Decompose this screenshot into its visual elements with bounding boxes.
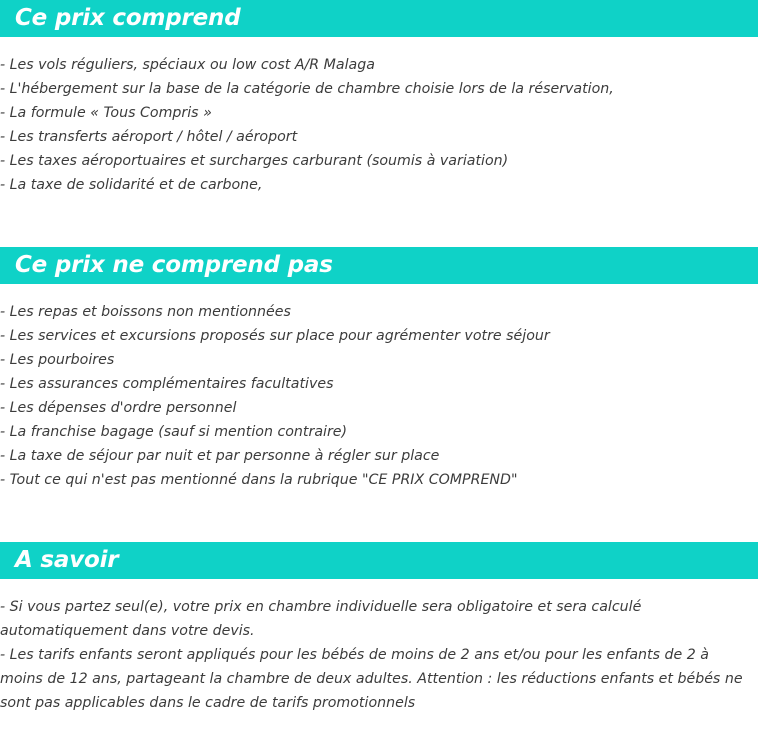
list-item: - La franchise bagage (sauf si mention contraire) [0, 424, 348, 440]
info-paragraph: - Si vous partez seul(e), votre prix en chambre individuelle sera obligatoire et sera calculé automatiquement dans votre devis. [0, 599, 642, 639]
list-item: - Les pourboires [0, 352, 115, 368]
included-list [0, 53, 758, 197]
section-title-included: Ce prix comprend [15, 5, 241, 31]
list-item: - Les repas et boissons non mentionnées [0, 304, 291, 320]
section-title-good-to-know: A savoir [15, 547, 119, 573]
info-paragraph: - Les tarifs enfants seront appliqués pour les bébés de moins de 2 ans et/ou pour les enfants de 2 à moins de 12 ans, partageant la chambre de deux adultes. Attention : les réductions enfants et bébés ne sont pas applicables dans le cadre de tarifs promotionnels [0, 647, 743, 711]
section-header-included [0, 0, 758, 37]
list-item: - La formule « Tous Compris » [0, 105, 212, 121]
list-item: - Les taxes aéroportuaires et surcharges carburant (soumis à variation) [0, 153, 509, 169]
list-item: - La taxe de séjour par nuit et par personne à régler sur place [0, 448, 440, 464]
list-item: - Les dépenses d'ordre personnel [0, 400, 237, 416]
list-item: - L'hébergement sur la base de la catégorie de chambre choisie lors de la réservation, [0, 81, 614, 97]
section-title-not-included: Ce prix ne comprend pas [15, 252, 333, 278]
list-item: - Les assurances complémentaires facultatives [0, 376, 334, 392]
section-header-good-to-know [0, 542, 758, 579]
list-item: - La taxe de solidarité et de carbone, [0, 177, 263, 193]
list-item: - Les transferts aéroport / hôtel / aéroport [0, 129, 298, 145]
list-item: - Les vols réguliers, spéciaux ou low cost A/R Malaga [0, 57, 375, 73]
section-header-not-included [0, 247, 758, 284]
list-item: - Tout ce qui n'est pas mentionné dans la rubrique "CE PRIX COMPREND" [0, 472, 518, 488]
list-item: - Les services et excursions proposés sur place pour agrémenter votre séjour [0, 328, 550, 344]
not-included-list [0, 300, 758, 492]
